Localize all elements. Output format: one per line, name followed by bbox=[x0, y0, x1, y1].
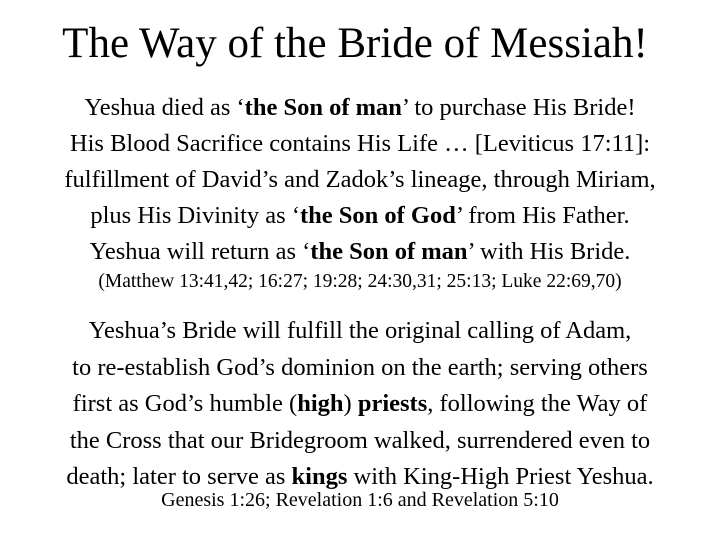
paragraph-bride-calling bbox=[0, 313, 720, 496]
paragraph1-line1: Yeshua died as ‘the Son of man’ to purchase His Bride! bbox=[84, 94, 636, 121]
paragraph1-line5: Yeshua will return as ‘the Son of man’ with His Bride. bbox=[89, 238, 631, 265]
paragraph2-line5: death; later to serve as kings with King-High Priest Yeshua. bbox=[66, 463, 654, 490]
paragraph1-line3: fulfillment of David’s and Zadok’s lineage, through Miriam, bbox=[64, 166, 656, 193]
paragraph2-line3: first as God’s humble (high) priests, following the Way of bbox=[72, 390, 648, 417]
paragraph2-line1: Yeshua’s Bride will fulfill the original calling of Adam, bbox=[88, 317, 632, 344]
emphasis-kings: kings bbox=[291, 463, 348, 490]
paragraph-messiah-sacrifice bbox=[0, 90, 720, 270]
scripture-reference-2: Genesis 1:26; Revelation 1:6 and Revelation 5:10 bbox=[161, 489, 559, 511]
paragraph1-line2: His Blood Sacrifice contains His Life … [Leviticus 17:11]: bbox=[69, 130, 651, 157]
paragraph2-line4: the Cross that our Bridegroom walked, surrendered even to bbox=[69, 426, 651, 454]
emphasis-priests: priests bbox=[357, 390, 428, 417]
scripture-reference-1: (Matthew 13:41,42; 16:27; 19:28; 24:30,31; 25:13; Luke 22:69,70) bbox=[98, 271, 622, 292]
emphasis-son-of-man-return: the Son of man bbox=[310, 238, 468, 265]
paragraph2-line2: to re-establish God’s dominion on the earth; serving others bbox=[72, 353, 648, 381]
emphasis-son-of-god: the Son of God bbox=[299, 202, 456, 229]
emphasis-high: high bbox=[297, 390, 344, 417]
slide-title: The Way of the Bride of Messiah! bbox=[62, 20, 648, 67]
paragraph1-line4: plus His Divinity as ‘the Son of God’ from His Father. bbox=[90, 202, 630, 229]
emphasis-son-of-man: the Son of man bbox=[244, 94, 402, 121]
